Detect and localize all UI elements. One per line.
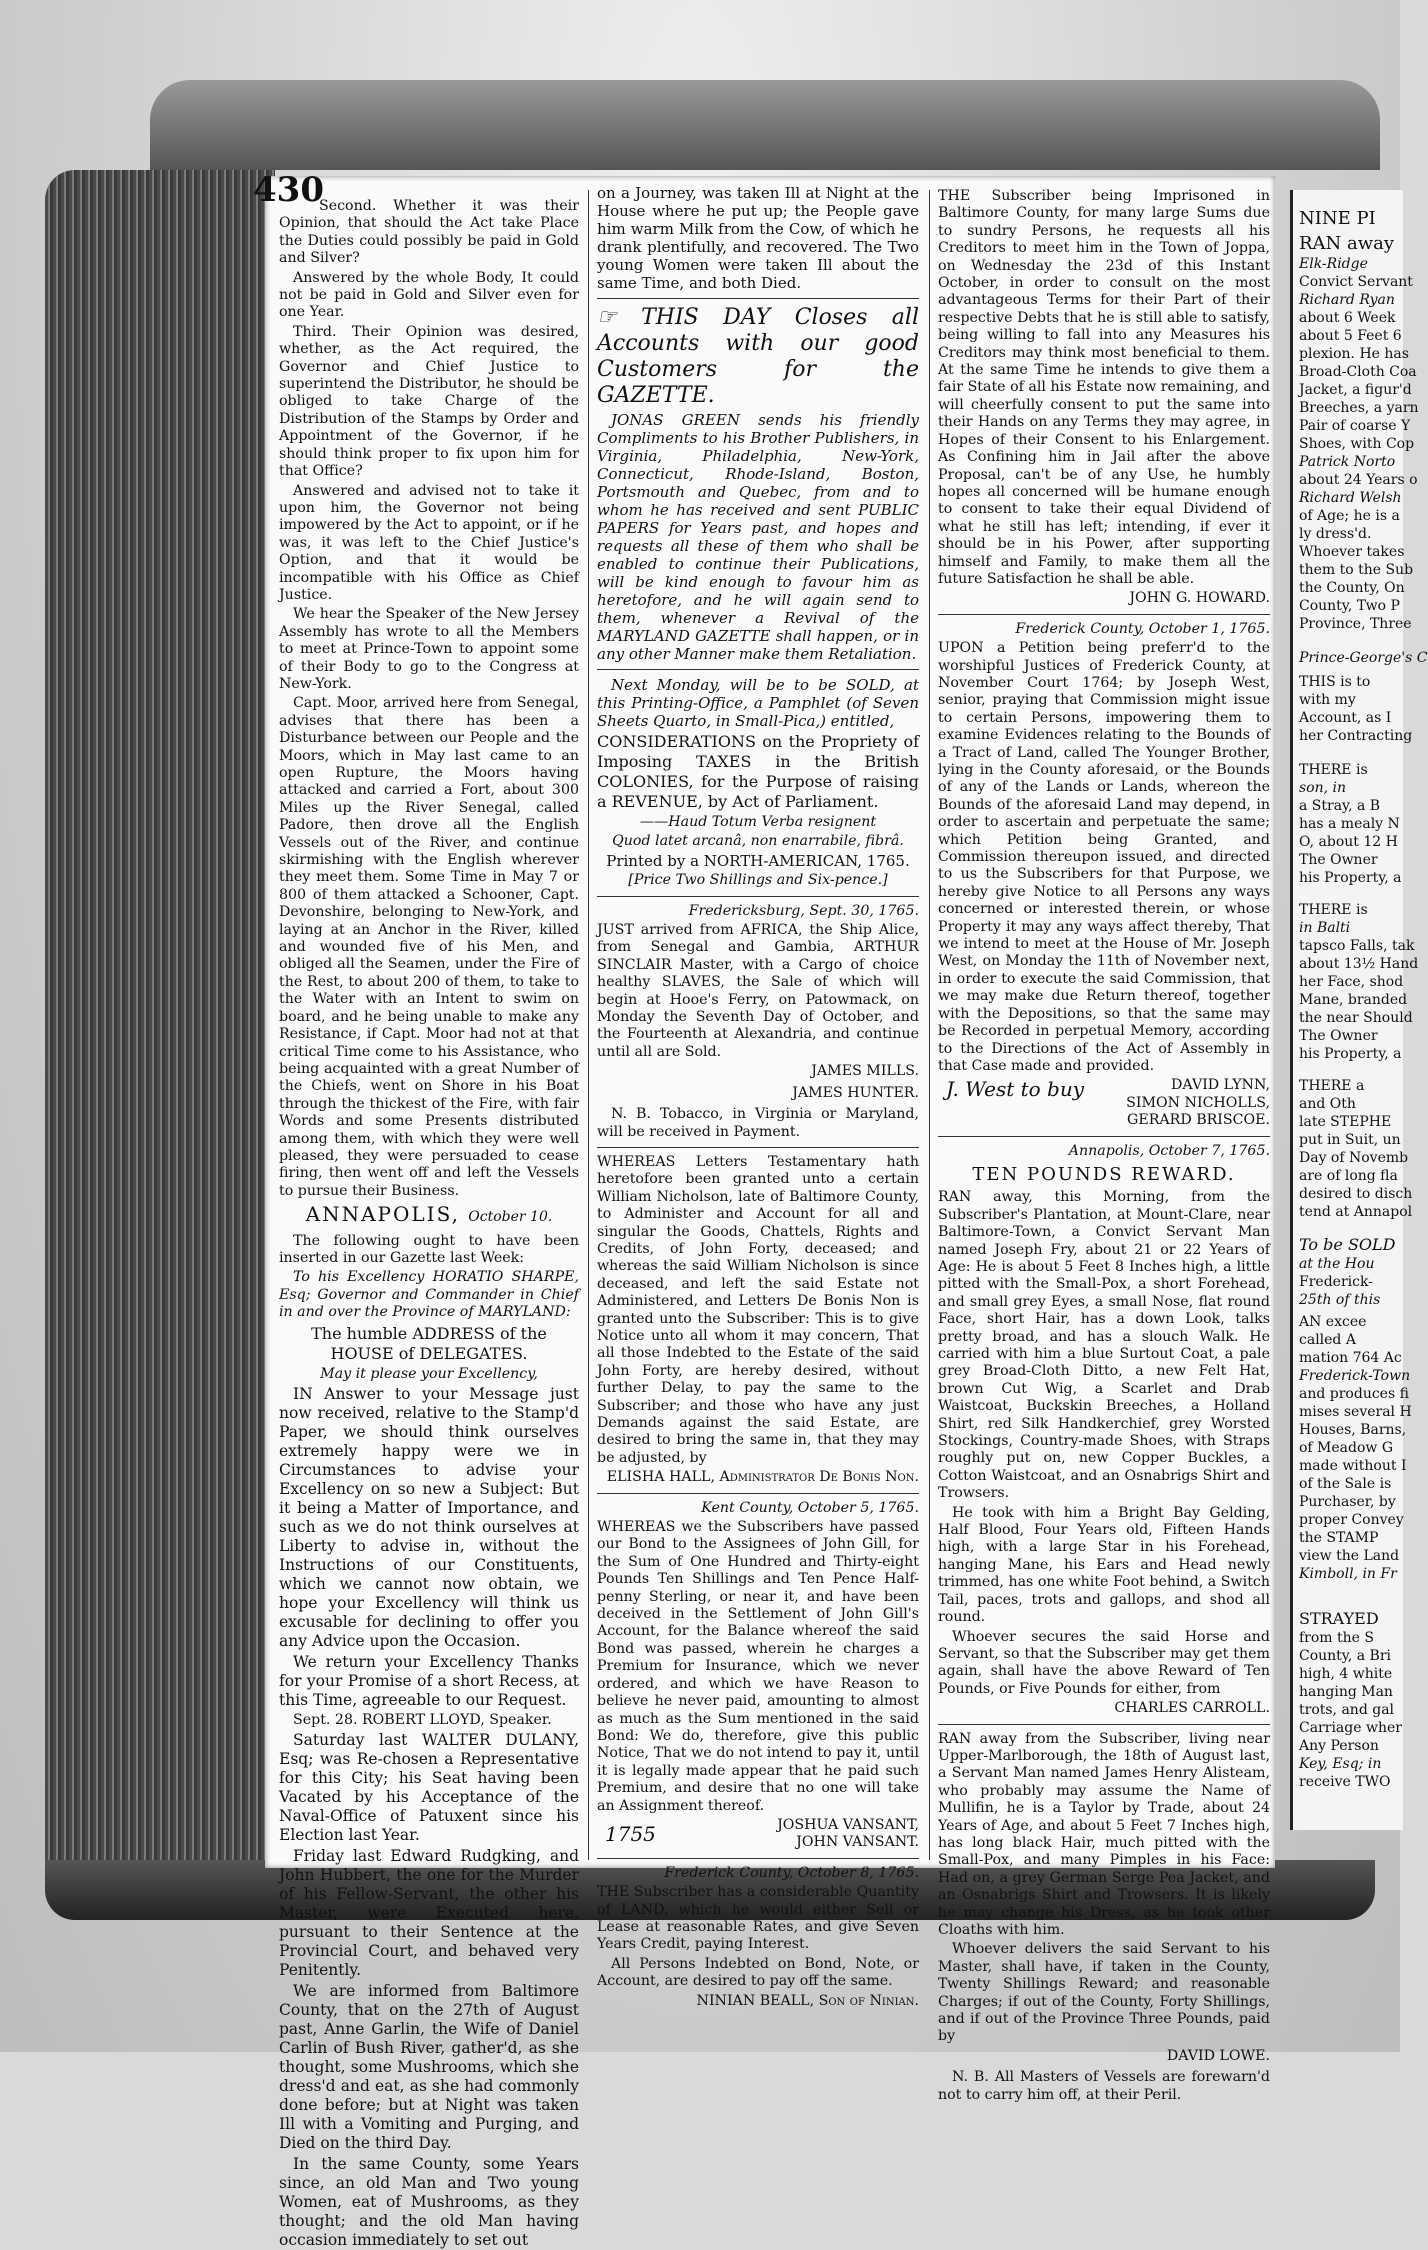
fragment-line: mation 764 Ac (1299, 1350, 1402, 1366)
article-paragraph: We are informed from Baltimore County, that on the 27th of August past, Anne Garlin, the Wife of Daniel Carlin of Bush River, gather'd, as she thought, some Mushrooms, which she dress'd and eat, as she had commonly done before; but at Night was taken Ill with a Vomiting and Purging, and Died on the third Day. (279, 1982, 579, 2153)
fragment-line: in Balti (1299, 920, 1351, 936)
fragment-line: son, in (1299, 780, 1347, 796)
fragment-line: Carriage wher (1299, 1720, 1402, 1736)
fragment-line: of the Sale is (1299, 1476, 1392, 1492)
fragment-line: County, a Bri (1299, 1648, 1392, 1664)
article-paragraph: Whoever secures the said Horse and Servant, so that the Subscriber may get them again, shall have the above Reward of Ten Pounds, or Five Pounds for either, from (938, 1628, 1270, 1697)
article-paragraph: RAN away from the Subscriber, living near Upper-Marlborough, the 18th of August last, a Servant Man named James Henry Alisteam, who probably may assume the Name of Mullifin, he is a Taylor by Trade, about 24 Years of Age, and about 5 Feet 7 Inches high, has long black Hair, much pitted with the Small-Pox, and many Pimples in his Face: Had on, a grey German Serge Pea Jacket, and an Osnabrigs Shirt and Trowsers. It is likely he may change his Dress, as he took other Cloaths with him. (938, 1730, 1270, 1938)
fragment-line: The Owner (1299, 852, 1378, 868)
fragment-line: Any Person (1299, 1738, 1379, 1754)
fragment-line: at the Hou (1299, 1256, 1375, 1272)
separator (938, 1724, 1270, 1725)
fragment-line: about 6 Week (1299, 310, 1396, 326)
fragment-line: desired to disch (1299, 1186, 1413, 1202)
fragment-line: trots, and gal (1299, 1702, 1395, 1718)
fragment-line: them to the Sub (1299, 562, 1414, 578)
fragment-line: Richard Ryan (1299, 292, 1395, 308)
dateline: Frederick County, October 8, 1765. (664, 1864, 919, 1881)
notice-text: THIS DAY Closes all Accounts with our good Customers for the GAZETTE. (597, 305, 919, 408)
fragment-line: RAN away (1299, 233, 1395, 254)
fragment-line: are of long fla (1299, 1168, 1398, 1184)
address-title: The humble ADDRESS of the HOUSE of DELEGATES. (311, 1323, 547, 1363)
fragment-line: plexion. He has (1299, 346, 1409, 362)
fragment-line: view the Land (1299, 1548, 1400, 1564)
dateline: Frederick County, October 1, 1765. (1015, 620, 1270, 637)
fragment-line: Kimboll, in Fr (1299, 1566, 1397, 1582)
fragment-line: called A (1299, 1332, 1356, 1348)
signature-block (597, 1817, 919, 1852)
article-paragraph: In the same County, some Years since, an old Man and Two young Women, eat of Mushrooms, as they thought; and the old Man having occasion immediately to set out (279, 2155, 579, 2250)
separator (597, 669, 919, 670)
article-paragraph: Friday last Edward Rudgking, and John Hubbert, the one for the Murder of his Fellow-Servant, the other his Master, were Executed here, pursuant to their Sentence at the Provincial Court, and behaved very Penitently. (279, 1847, 579, 1980)
fragment-line: THERE a (1299, 1078, 1365, 1094)
fragment-line: Mane, branded (1299, 992, 1408, 1008)
fragment-line: the STAMP (1299, 1530, 1379, 1546)
fragment-line: a Stray, a B (1299, 798, 1381, 814)
book-page-edges (45, 170, 275, 1890)
fragment-line: his Property, a (1299, 1046, 1402, 1062)
fragment-line: her Contracting (1299, 728, 1413, 744)
dateline-city: ANNAPOLIS, (305, 1202, 460, 1227)
fragment-line: her Face, shod (1299, 974, 1404, 990)
dateline: Fredericksburg, Sept. 30, 1765. (688, 902, 919, 919)
fragment-line: County, Two P (1299, 598, 1400, 614)
article-paragraph: N. B. Tobacco, in Virginia or Maryland, will be received in Payment. (597, 1106, 919, 1140)
signature: GERARD BRISCOE. (1127, 1112, 1270, 1129)
fragment-line: Breeches, a yarn (1299, 400, 1419, 416)
column-1 (279, 198, 579, 2250)
article-paragraph: Second. Whether it was their Opinion, that should the Act take Place the Duties could possibly be paid in Gold and Silver? (279, 198, 579, 267)
article-paragraph: WHEREAS Letters Testamentary hath heretofore been granted unto a certain William Nicholson, late of Baltimore County, to Administer and Account for all and singular the Goods, Chattels, Rights and Credits, of John Forty, deceased; and whereas the said William Nicholson is since deceased, and left the said Estate not Administered, and Letters De Bonis Non is granted unto the Subscriber: This is to give Notice unto all whom it may concern, That all those Indebted to the Estate of the said John Forty, are hereby desired, without further Delay, to pay the same to the Subscriber; and those who have any just Demands against the said Estate, are desired to bring the same in, that they may be adjusted, by (597, 1153, 919, 1466)
fragment-line: Shoes, with Cop (1299, 436, 1415, 452)
signature-pair (777, 1817, 919, 1852)
signature-block (938, 1077, 1270, 1129)
article-paragraph: Answered and advised not to take it upon him, the Governor not being impowered by the Act to appoint, or if he was, it was left to the Chief Justice's Option, and that it would be incompatible with his Office as Chief Justice. (279, 482, 579, 603)
fragment-line: Pair of coarse Y (1299, 418, 1411, 434)
article-paragraph: RAN away, this Morning, from the Subscriber's Plantation, at Mount-Clare, near Baltimore-Town, a Convict Servant Man named Joseph Fry, about 21 or 22 Years of Age: He is about 5 Feet 8 Inches high, a little pitted with the Small-Pox, a short Forehead, and small grey Eyes, a small Nose, flat round Face, short Hair, has a down Look, talks pretty broad, and has a slouch Walk. He carried with him a blue Surtout Coat, a pale grey Broad-Cloth Ditto, a new Felt Hat, brown Cut Wig, a Scarlet and Drab Waistcoat, Buckskin Breeches, a Holland Shirt, red Silk Handkerchief, grey Worsted Stockings, Country-made Shoes, with Straps roughly put on, new Copper Buckles, a Cotton Waistcoat, and an Osnabrigs Shirt and Trowsers. (938, 1189, 1270, 1502)
fragment-line: To be SOLD (1299, 1235, 1396, 1254)
signature: ELISHA HALL, Administrator De Bonis Non. (606, 1469, 919, 1486)
epigraph-line: Quod latet arcanâ, non enarrabile, fibrâ. (612, 833, 904, 850)
signature: CHARLES CARROLL. (1114, 1700, 1270, 1717)
fragment-line: the County, On (1299, 580, 1405, 596)
fragment-line: Jacket, a figur'd (1299, 382, 1412, 398)
fragment-line: NINE PI (1299, 208, 1376, 229)
column-2 (597, 184, 919, 2009)
imprint-line: Printed by a NORTH-AMERICAN, 1765. (606, 851, 910, 870)
article-paragraph: on a Journey, was taken Ill at Night at the House where he put up; the People gave him warm Milk from the Cow, of which he drank plentifully, and recovered. The Two young Women were taken Ill about the same Time, and both Died. (597, 184, 919, 292)
notice-headline (597, 305, 919, 409)
handwritten-annotation: J. West to buy (946, 1077, 1085, 1102)
newspaper-page (253, 170, 1275, 2250)
page-number: 430 (253, 170, 324, 210)
article-paragraph: UPON a Petition being preferr'd to the worshipful Justices of Frederick County, at November Court 1764; by Joseph West, senior, praying that Commission might issue to certain Persons, impowering them to examine Evidences relating to the Bounds of a Tract of Land, called The Younger Brother, lying in the County aforesaid, or the Bounds of any of the Lands or Lands, whereon the Bounds of the aforesaid Land may depend, in order to ascertain and perpetuate the same; which Petition being Granted, and Commission thereupon issued, and directed to us the Subscribers for that Purpose, we hereby give Notice to all Persons any ways concerned or interested therein, or whose Property it may any ways affect thereby, That we intend to meet at the House of Mr. Joseph West, on Monday the 11th of November next, in order to execute the said Commission, that we may make due Return thereof, together with the Depositions, so that the same may be Recorded in perpetual Memory, according to the Directions of the Act of Assembly in that Case made and provided. (938, 640, 1270, 1074)
address-salutation: To his Excellency HORATIO SHARPE, Esq; Governor and Commander in Chief in and over the Province of MARYLAND: (279, 1269, 579, 1321)
article-paragraph: He took with him a Bright Bay Gelding, Half Blood, Four Years old, Fifteen Hands high, with a large Star in his Forehead, hanging Mane, his Ears and Head newly trimmed, has one white Foot behind, a Switch Tail, paces, trots and gallops, and shod all round. (938, 1504, 1270, 1626)
fragment-line: the near Should (1299, 1010, 1413, 1026)
fragment-line: ly dress'd. (1299, 526, 1372, 542)
fragment-line: Key, Esq; in (1299, 1756, 1382, 1772)
article-paragraph: THE Subscriber has a considerable Quantity of LAND, which he would either Sell or Lease at reasonable Rates, and give Seven Years Credit, paying Interest. (597, 1884, 919, 1953)
signature: NINIAN BEALL, Son of Ninian. (696, 1992, 919, 2009)
signature: JAMES MILLS. (811, 1063, 919, 1080)
fragment-line: Prince-George's C (1299, 650, 1428, 666)
signature: DAVID LYNN, (1171, 1077, 1270, 1094)
fragment-line: late STEPHE (1299, 1114, 1392, 1130)
fragment-line: THERE is (1299, 762, 1368, 778)
column-3 (938, 188, 1270, 2103)
fragment-line: proper Convey (1299, 1512, 1404, 1528)
fragment-line: hanging Man (1299, 1684, 1393, 1700)
fragment-line: of Meadow G (1299, 1440, 1394, 1456)
dateline: Annapolis, October 7, 1765. (1068, 1142, 1270, 1159)
fragment-line: STRAYED (1299, 1609, 1379, 1628)
separator (597, 896, 919, 897)
fragment-line: Whoever takes (1299, 544, 1405, 560)
dateline-date: October 10. (468, 1209, 553, 1226)
fragment-line: put in Suit, un (1299, 1132, 1401, 1148)
signature-list (1126, 1077, 1270, 1129)
fragment-line: made without I (1299, 1458, 1407, 1474)
signature: JOHN G. HOWARD. (1129, 590, 1270, 607)
dateline: Kent County, October 5, 1765. (701, 1499, 919, 1516)
separator (597, 298, 919, 299)
fragment-line: Day of Novemb (1299, 1150, 1409, 1166)
article-paragraph: N. B. All Masters of Vessels are forewarn'd not to carry him off, at their Peril. (938, 2069, 1270, 2103)
article-paragraph: Third. Their Opinion was desired, whether, as the Act required, the Governor and Chief Justice to superintend the Distributor, he should be obliged to take Charge of the Distribution of the Stamps by Order and Appointment of the Governor, if he should think proper to fix upon him for that Office? (279, 323, 579, 480)
separator (938, 614, 1270, 615)
fragment-line: Frederick- (1299, 1274, 1373, 1290)
fragment-line: has a mealy N (1299, 816, 1400, 832)
fragment-line: mises several H (1299, 1404, 1412, 1420)
signature-line: Sept. 28. ROBERT LLOYD, Speaker. (293, 1712, 552, 1728)
fragment-line: Patrick Norto (1299, 454, 1396, 470)
signature: SIMON NICHOLLS, (1126, 1094, 1270, 1111)
fragment-line: about 13½ Hand (1299, 956, 1419, 972)
fragment-line: Elk-Ridge (1299, 256, 1368, 272)
article-paragraph: IN Answer to your Message just now received, relative to the Stamp'd Paper, we should think ourselves extremely happy were we in Circumstances to advise your Excellency on so new a Subject: But it being a Matter of Importance, and such as we do not think ourselves at Liberty to advise in, without the Instructions of our Constituents, which we cannot now obtain, we hope your Excellency will think us excusable for declining to offer you any Advice upon the Occasion. (279, 1385, 579, 1650)
fragment-line: and Oth (1299, 1096, 1356, 1112)
fragment-line: high, 4 white (1299, 1666, 1393, 1682)
fragment-line: Account, as I (1299, 710, 1392, 726)
article-paragraph: Next Monday, will be to be SOLD, at this Printing-Office, a Pamphlet (of Seven Sheets Quarto, in Small-Pica,) entitled, (597, 676, 919, 730)
article-paragraph: JUST arrived from AFRICA, the Ship Alice, from Senegal and Gambia, ARTHUR SINCLAIR Master, with a Cargo of choice healthy SLAVES, the Sale of which will begin at Hooe's Ferry, on Patowmack, on Monday the Seventh Day of October, and the Fourteenth at Alexandria, and continue until all are Sold. (597, 922, 919, 1060)
fragment-line: THERE is (1299, 902, 1368, 918)
article-paragraph: JONAS GREEN sends his friendly Compliments to his Brother Publishers, in Virginia, Philadelphia, New-York, Connecticut, Rhode-Island, Boston, Portsmouth and Quebec, from and to whom he has received and sent PUBLIC PAPERS for Years past, and hopes and requests all these of them who shall be enabled to continue their Publications, will be kind enough to favour him as heretofore, and he will again send to them, whenever a Revival of the MARYLAND GAZETTE shall happen, or in any other Manner make them Retaliation. (597, 411, 919, 663)
fragment-line: of Age; he is a (1299, 508, 1400, 524)
article-paragraph: THE Subscriber being Imprisoned in Baltimore County, for many large Sums due to sundry Persons, he requests all his Creditors to meet him in the Town of Joppa, on Wednesday the 23d of this Instant October, in order to consult on the most advantageous Terms for their Part of their respective Debts that he is still able to satisfy, being willing to fall into any Measures his Creditors may think most beneficial to them. At the same Time he intends to give them a fair State of all his Estate now remaining, and will cheerfully consent to put the same into their Hands on any Terms they may agree, in Hopes of their Consent to his Enlargement. As Confining him in Jail after the above Proposal, can't be of any Use, he humbly hopes all concerned will be humane enough to consent to take their equal Dividend of what he still has left; intending, if ever it should be in his Power, after supporting himself and Family, to make them all the future Satisfaction he shall be able. (938, 188, 1270, 587)
signature: JAMES HUNTER. (792, 1084, 919, 1101)
article-paragraph: WHEREAS we the Subscribers have passed our Bond to the Assignees of John Gill, for the Sum of One Hundred and Thirty-eight Pounds Ten Shillings and Ten Pence Half-penny Sterling, or near it, and have been deceived in the Settlement of John Gill's Account, for the Balance whereof the said Bond was passed, wherein he charges a Premium for Insurance, which we never ordered, and which we have Reason to believe he never paid, amounting to almost as much as the Sum mentioned in the said Bond: We do, therefore, give this public Notice, That we do not intend to pay it, until it is legally made appear that he paid such Premium, and desire that no one will take an Assignment thereof. (597, 1519, 919, 1814)
fragment-line: Frederick-Town (1299, 1368, 1411, 1384)
price-line: [Price Two Shillings and Six-pence.] (628, 872, 888, 889)
column-rule (929, 190, 930, 1860)
fragment-line: Broad-Cloth Coa (1299, 364, 1417, 380)
pointing-hand-icon: ☞ (597, 305, 642, 330)
article-paragraph: The following ought to have been inserted in our Gazette last Week: (279, 1232, 579, 1266)
article-paragraph: We hear the Speaker of the New Jersey Assembly has wrote to all the Members to meet at Prince-Town to appoint some of their Body to go to the Congress at New-York. (279, 606, 579, 692)
fragment-line: Houses, Barns, (1299, 1422, 1407, 1438)
fragment-line: AN excee (1299, 1314, 1367, 1330)
separator (597, 1858, 919, 1859)
article-paragraph: All Persons Indebted on Bond, Note, or Account, are desired to pay off the same. (597, 1955, 919, 1990)
fragment-line: Richard Welsh (1299, 490, 1402, 506)
book-shadow (150, 80, 1380, 170)
fragment-line: his Property, a (1299, 870, 1402, 886)
article-paragraph: Whoever delivers the said Servant to his Master, shall have, if taken in the County, Twenty Shillings Reward; and reasonable Charges; if out of the County, Forty Shillings, and if out of the Province Three Pounds, paid by (938, 1941, 1270, 2045)
fragment-line: Province, Three (1299, 616, 1412, 632)
address-opening: May it please your Excellency, (320, 1365, 538, 1382)
article-paragraph: Answered by the whole Body, It could not be paid in Gold and Silver even for one Year. (279, 269, 579, 321)
dateline-heading (279, 1202, 579, 1227)
separator (597, 1493, 919, 1494)
article-paragraph: Saturday last WALTER DULANY, Esq; was Re-chosen a Representative for this City; his Seat having been Vacated by his Acceptance of the Naval-Office of Patuxent since his Election last Year. (279, 1731, 579, 1845)
separator (597, 1147, 919, 1148)
signature: DAVID LOWE. (1166, 2047, 1270, 2064)
fragment-line: about 5 Feet 6 (1299, 328, 1402, 344)
fragment-line: The Owner (1299, 1028, 1378, 1044)
handwritten-annotation: 1755 (605, 1821, 656, 1846)
pamphlet-title: CONSIDERATIONS on the Propriety of Imposing TAXES in the British COLONIES, for the Purpose of raising a REVENUE, by Act of Parliament. (597, 732, 919, 811)
fragment-line: receive TWO (1299, 1774, 1391, 1790)
column-rule (588, 190, 589, 1860)
signature: JOSHUA VANSANT, (777, 1816, 919, 1833)
fragment-line: 25th of this (1299, 1292, 1381, 1308)
reward-heading: TEN POUNDS REWARD. (972, 1163, 1236, 1185)
fragment-line: tend at Annapol (1299, 1204, 1413, 1220)
article-paragraph: Capt. Moor, arrived here from Senegal, advises that there has been a Disturbance between our People and the Moors, which in May last came to an open Rupture, the Moors having attacked and carried a Fort, about 300 Miles up the River Senegal, called Padore, then drove all the English Vessels out of the River, and continue skirmishing with the English wherever they meet them. Some Time in May 7 or 800 of them attacked a Schooner, Capt. Devonshire, belonging to New-York, and laying at an Anchor in the River, killed and wounded five of his Men, and obliged all the Seamen, under the Fire of the Rest, to about 200 of them, to take to the Water with an Intent to swim on board, and he being unable to make any Resistance, if Capt. Moor had not at that critical Time come to his Assistance, who being acquainted with a great Number of the Chiefs, went on Shore in his Boat through the thickest of the Fire, with fair Words and some Presents distributed among them, with which they were well pleased, they were persuaded to cease firing, then went off and left the Vessels to pursue their Business. (279, 695, 579, 1199)
facing-page-fragment (1290, 190, 1428, 1830)
fragment-line: about 24 Years o (1299, 472, 1418, 488)
fragment-line: with my (1299, 692, 1356, 708)
article-paragraph: We return your Excellency Thanks for your Promise of a short Recess, at this Time, agreeable to our Request. (279, 1653, 579, 1709)
fragment-line: O, about 12 H (1299, 834, 1398, 850)
epigraph-line: ——Haud Totum Verba resignent (639, 814, 877, 830)
fragment-line: THIS is to (1299, 674, 1371, 690)
signature: JOHN VANSANT. (796, 1834, 919, 1851)
separator (938, 1136, 1270, 1137)
fragment-line: Convict Servant (1299, 274, 1413, 290)
fragment-line: and produces fi (1299, 1386, 1409, 1402)
fragment-line: from the S (1299, 1630, 1374, 1646)
fragment-line: tapsco Falls, tak (1299, 938, 1415, 954)
fragment-line: Purchaser, by (1299, 1494, 1396, 1510)
